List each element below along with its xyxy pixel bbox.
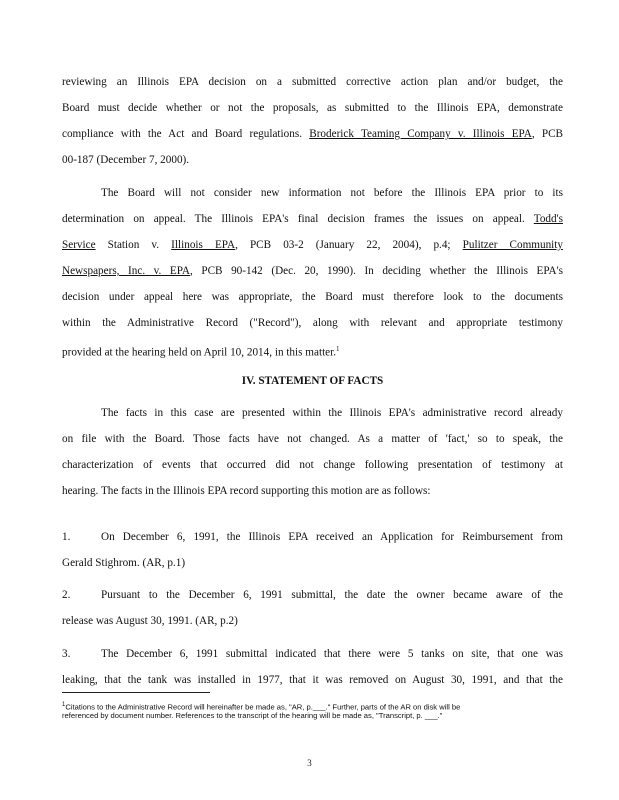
text-segment: determination on appeal. The Illinois EPA's final decision frames the issues on appeal. [62, 213, 525, 225]
fact-number: 1. [62, 531, 71, 543]
text-segment: , PCB 90-142 (Dec. 20, 1990). In deciding whether the Illinois EPA's [190, 265, 563, 277]
fact-text-line: release was August 30, 1991. (AR, p.2) [62, 615, 238, 627]
body-text-line: on file with the Board. Those facts have not changed. As a matter of 'fact,' so to speak, the [62, 433, 563, 445]
case-citation: Newspapers, Inc. v. EPA [62, 265, 191, 277]
footnote-separator [62, 692, 210, 693]
text-segment: compliance with the Act and Board regulations. [62, 128, 302, 140]
body-text-line: 00-187 (December 7, 2000). [62, 154, 190, 166]
case-citation: Illinois EPA [171, 239, 236, 251]
fact-number: 2. [62, 589, 71, 601]
body-text-line [62, 238, 563, 252]
page-number: 3 [307, 758, 312, 768]
fact-text-line: leaking, that the tank was installed in 1977, that it was removed on August 30, 1991, and that the [62, 674, 563, 686]
text-segment: , PCB [531, 128, 564, 140]
body-text-line [62, 342, 563, 360]
fact-text-line: Gerald Stighrom. (AR, p.1) [62, 557, 186, 569]
footnote-reference: 1 [336, 345, 340, 353]
case-citation: Todd's [533, 213, 563, 225]
footnote-line: referenced by document number. References to the transcript of the hearing will be made as, "Transcript, p. ___." [62, 711, 443, 720]
footnote-marker: 1 [62, 702, 66, 708]
body-text-line [62, 264, 563, 278]
body-text-line: decision under appeal here was appropriate, the Board must therefore look to the documents [62, 291, 563, 303]
body-text-line: characterization of events that occurred did not change following presentation of testimony at [62, 459, 563, 471]
body-text-line: reviewing an Illinois EPA decision on a submitted corrective action plan and/or budget, the [62, 76, 563, 88]
section-heading: IV. STATEMENT OF FACTS [241, 375, 384, 387]
text-segment: , PCB 03-2 (January 22, 2004), p.4; [235, 239, 451, 251]
case-citation: Broderick Teaming Company v. Illinois EPA [309, 128, 532, 140]
body-text-line: The facts in this case are presented within the Illinois EPA's administrative record already [101, 407, 563, 419]
fact-number: 3. [62, 648, 71, 660]
body-text-line: hearing. The facts in the Illinois EPA record supporting this motion are as follows: [62, 485, 431, 497]
body-text-line: within the Administrative Record ("Record"), along with relevant and appropriate testimony [62, 317, 563, 329]
footnote-text: Citations to the Administrative Record will hereinafter be made as, "AR, p.___." Further, parts of the AR on disk will be [65, 702, 461, 712]
body-text-line: Board must decide whether or not the proposals, as submitted to the Illinois EPA, demonstrate [62, 102, 563, 114]
text-segment: provided at the hearing held on April 10, 2014, in this matter. [62, 346, 337, 359]
case-citation: Pulitzer Community [462, 239, 563, 251]
fact-text-line: The December 6, 1991 submittal indicated that there were 5 tanks on site, that one was [101, 648, 563, 660]
fact-text-line: On December 6, 1991, the Illinois EPA received an Application for Reimbursement from [101, 531, 563, 543]
body-text-line [62, 127, 563, 141]
body-text-line [62, 212, 563, 226]
fact-text-line: Pursuant to the December 6, 1991 submittal, the date the owner became aware of the [101, 589, 563, 601]
text-segment: Station v. [95, 239, 172, 251]
body-text-line: The Board will not consider new information not before the Illinois EPA prior to its [101, 187, 563, 199]
case-citation: Service [62, 239, 96, 251]
